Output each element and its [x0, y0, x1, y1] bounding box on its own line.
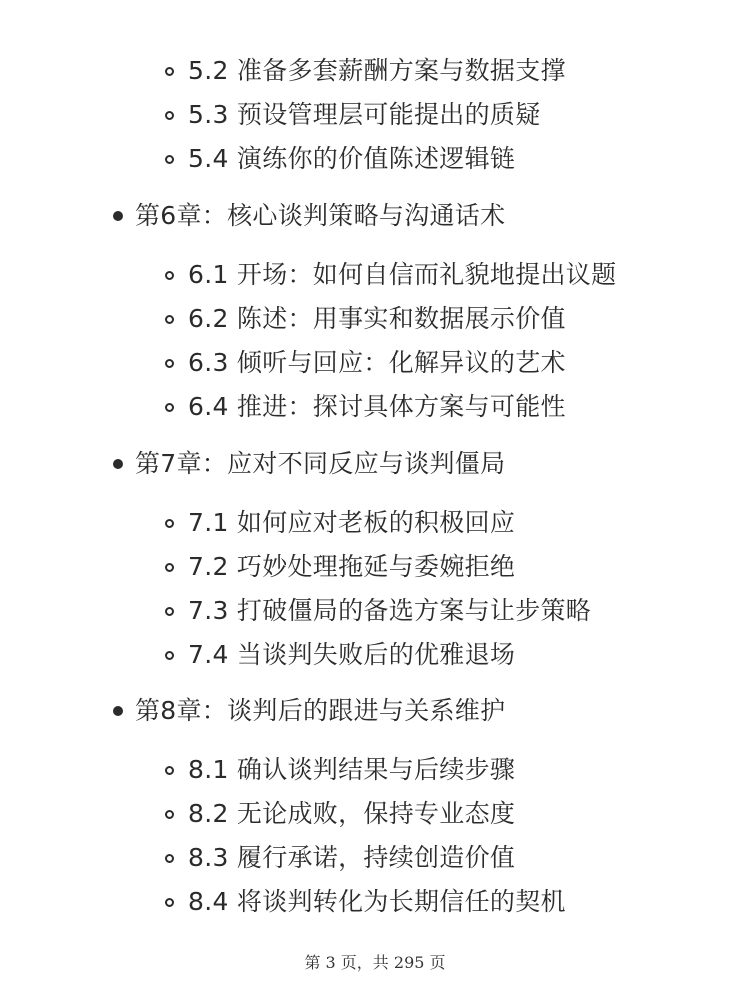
toc-subitem-5-2: 5.2 准备多套薪酬方案与数据支撑 — [188, 56, 566, 85]
toc-chapter-6: 第6章：核心谈判策略与沟通话术 — [135, 201, 506, 230]
list-bullet-circle-icon — [165, 766, 174, 775]
toc-subitem-8-4: 8.4 将谈判转化为长期信任的契机 — [188, 887, 566, 916]
toc-subitem-8-1: 8.1 确认谈判结果与后续步骤 — [188, 755, 516, 784]
toc-subitem-8-3: 8.3 履行承诺，持续创造价值 — [188, 843, 516, 872]
toc-subitem-5-4: 5.4 演练你的价值陈述逻辑链 — [188, 144, 516, 173]
list-bullet-circle-icon — [165, 854, 174, 863]
toc-subitem-5-3: 5.3 预设管理层可能提出的质疑 — [188, 100, 541, 129]
list-bullet-circle-icon — [165, 607, 174, 616]
list-bullet-circle-icon — [165, 563, 174, 572]
list-bullet-circle-icon — [165, 271, 174, 280]
list-bullet-circle-icon — [165, 111, 174, 120]
list-bullet-dot-icon — [113, 211, 123, 221]
toc-subitem-7-2: 7.2 巧妙处理拖延与委婉拒绝 — [188, 552, 516, 581]
toc-subitem-6-4: 6.4 推进：探讨具体方案与可能性 — [188, 392, 566, 421]
list-bullet-circle-icon — [165, 403, 174, 412]
toc-subitem-7-1: 7.1 如何应对老板的积极回应 — [188, 508, 516, 537]
toc-subitem-6-3: 6.3 倾听与回应：化解异议的艺术 — [188, 348, 566, 377]
page-number-footer: 第 3 页，共 295 页 — [304, 953, 446, 972]
list-bullet-circle-icon — [165, 519, 174, 528]
list-bullet-circle-icon — [165, 155, 174, 164]
toc-subitem-7-4: 7.4 当谈判失败后的优雅退场 — [188, 640, 516, 669]
toc-subitem-6-2: 6.2 陈述：用事实和数据展示价值 — [188, 304, 566, 333]
list-bullet-circle-icon — [165, 898, 174, 907]
toc-chapter-8: 第8章：谈判后的跟进与关系维护 — [135, 696, 506, 725]
toc-subitem-6-1: 6.1 开场：如何自信而礼貌地提出议题 — [188, 260, 617, 289]
list-bullet-circle-icon — [165, 315, 174, 324]
list-bullet-circle-icon — [165, 359, 174, 368]
toc-chapter-7: 第7章：应对不同反应与谈判僵局 — [135, 449, 506, 478]
list-bullet-dot-icon — [113, 706, 123, 716]
list-bullet-circle-icon — [165, 651, 174, 660]
list-bullet-dot-icon — [113, 459, 123, 469]
toc-subitem-8-2: 8.2 无论成败，保持专业态度 — [188, 799, 516, 828]
list-bullet-circle-icon — [165, 67, 174, 76]
toc-subitem-7-3: 7.3 打破僵局的备选方案与让步策略 — [188, 596, 592, 625]
list-bullet-circle-icon — [165, 810, 174, 819]
